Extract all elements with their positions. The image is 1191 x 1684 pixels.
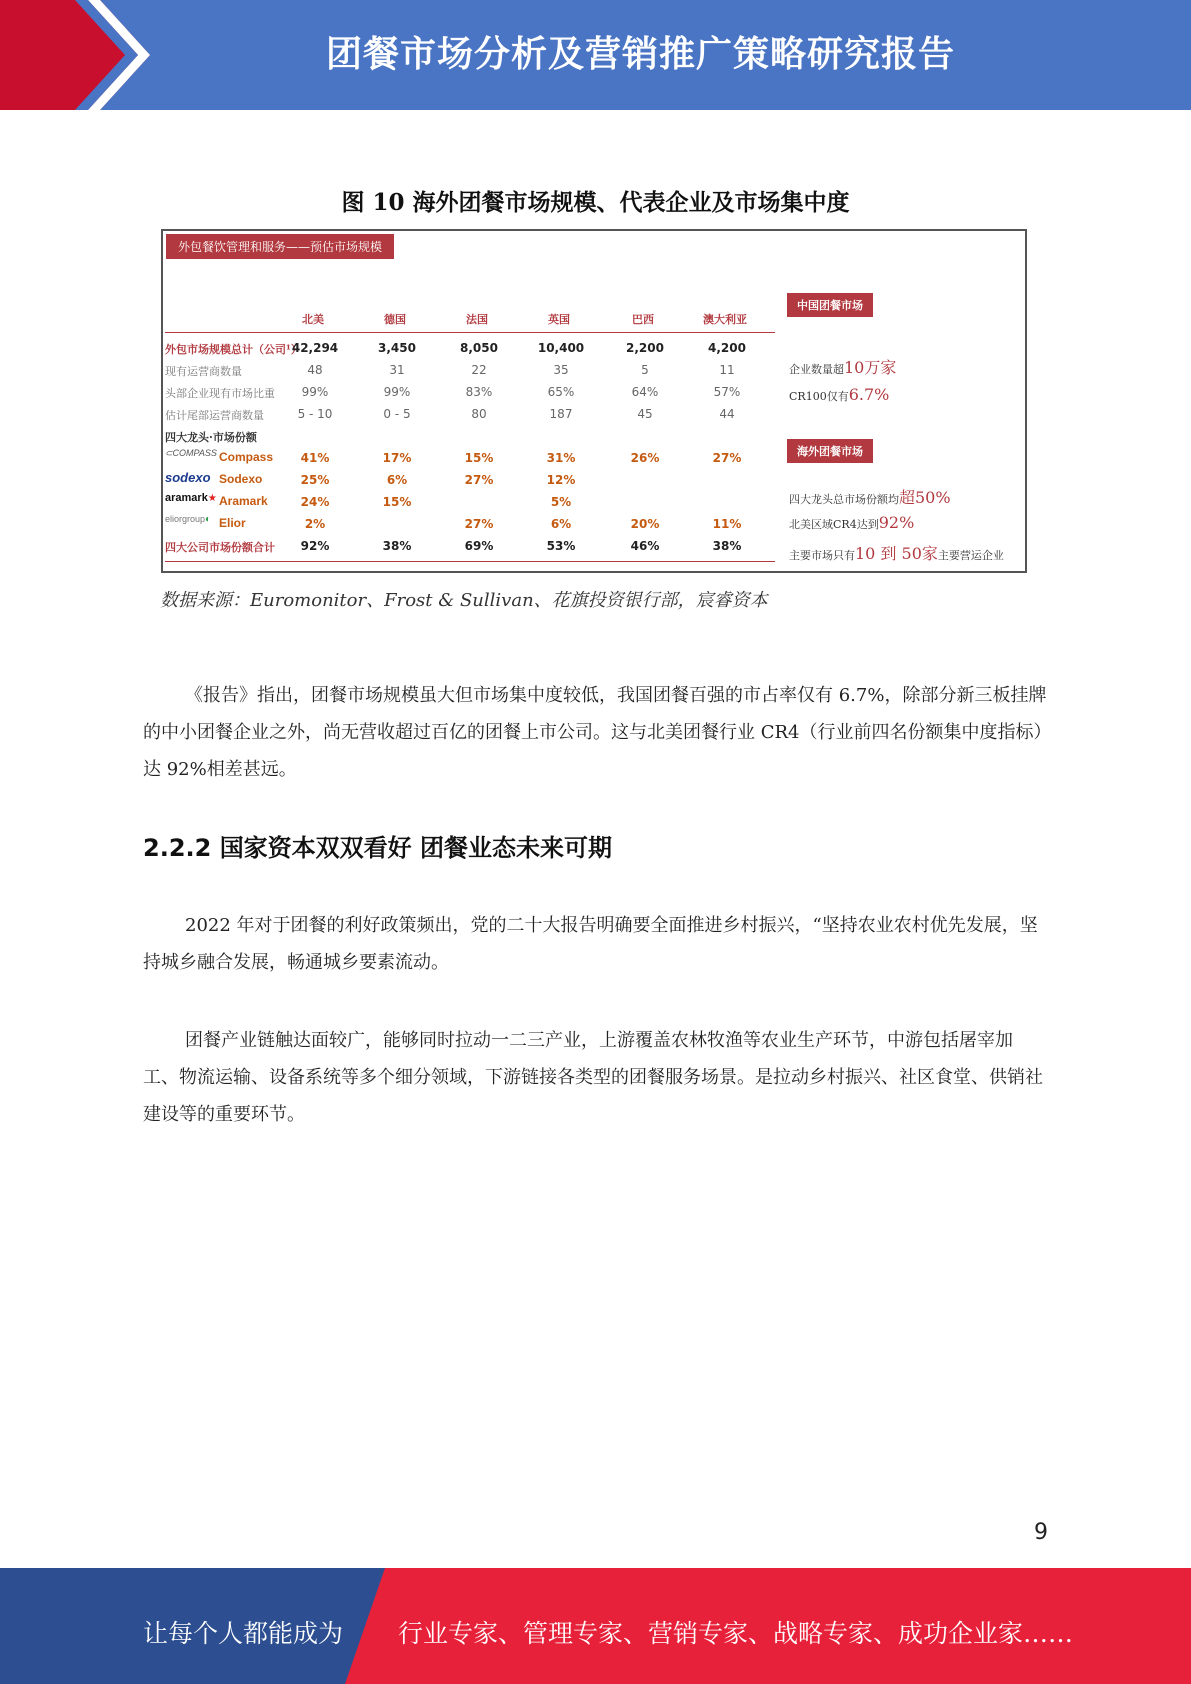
paragraph-3: 团餐产业链触达面较广，能够同时拉动一二三产业，上游覆盖农林牧渔等农业生产环节，中游包括屠宰加工、物流运输、设备系统等多个细分领域，下游链接各类型的团餐服务场景。是拉动乡村振兴、社区食堂、供销社建设等的重要环节。 — [143, 1030, 1043, 1125]
table-rule — [165, 561, 775, 562]
header-title: 团餐市场分析及营销推广策略研究报告 — [325, 34, 955, 75]
table-cell: 2,200 — [626, 341, 664, 355]
table-cell: 26% — [630, 451, 660, 465]
table-cell: 3,450 — [378, 341, 416, 355]
table-cell: 27% — [464, 473, 494, 487]
figure-table — [161, 229, 1027, 573]
footer-slogan-left: 让每个人都能成为 — [143, 1619, 344, 1648]
table-cell: 31% — [546, 451, 576, 465]
column-header: 法国 — [466, 313, 488, 326]
overseas-market-tag: 海外团餐市场 — [787, 439, 873, 463]
table-row — [165, 359, 785, 381]
table-cell: 6% — [386, 473, 408, 487]
brand-logo-compass: ⊂COMPASS — [165, 448, 217, 458]
table-cell: 99% — [301, 385, 329, 399]
table-cell: 24% — [300, 495, 330, 509]
figure-tag: 外包餐饮管理和服务——预估市场规模 — [166, 234, 394, 259]
column-header: 澳大利亚 — [703, 313, 747, 326]
figure-caption: 图 10 海外团餐市场规模、代表企业及市场集中度 — [341, 189, 850, 216]
table-cell: 83% — [465, 385, 493, 399]
paragraph-2: 2022 年对于团餐的利好政策频出，党的二十大报告明确要全面推进乡村振兴，“坚持农业农村优先发展，坚持城乡融合发展，畅通城乡要素流动。 — [143, 915, 1038, 973]
table-cell: 99% — [383, 385, 411, 399]
table-cell: 187 — [549, 407, 573, 421]
table-cell: 44 — [719, 407, 735, 421]
overseas-note-operators: 主要市场只有10 到 50家主要营运企业 — [789, 544, 1004, 563]
table-rule — [165, 332, 775, 333]
table-cell: 5% — [550, 495, 572, 509]
china-note-cr100: CR100仅有6.7% — [789, 385, 890, 404]
table-row — [165, 381, 785, 403]
figure-source: 数据来源：Euromonitor、Frost & Sullivan、花旗投资银行部，宸睿资本 — [160, 590, 768, 611]
brand-row — [165, 513, 785, 535]
table-cell: 46% — [630, 539, 660, 553]
table-cell: 48 — [307, 363, 323, 377]
table-cell: 42,294 — [291, 341, 339, 355]
table-cell: 10,400 — [537, 341, 585, 355]
row-label: Compass — [219, 450, 274, 464]
table-cell: 38% — [382, 539, 412, 553]
footer-slogan-right: 行业专家、管理专家、营销专家、战略专家、成功企业家…… — [398, 1619, 1074, 1648]
table-cell: 15% — [464, 451, 494, 465]
row-label: Aramark — [219, 494, 268, 508]
table-cell: 27% — [464, 517, 494, 531]
table-cell: 45 — [637, 407, 653, 421]
row-label: Elior — [219, 516, 246, 530]
table-cell: 5 - 10 — [297, 407, 333, 421]
column-header: 巴西 — [632, 313, 654, 326]
table-cell: 20% — [630, 517, 660, 531]
table-cell: 64% — [631, 385, 659, 399]
table-cell: 41% — [300, 451, 330, 465]
table-cell: 27% — [712, 451, 742, 465]
page-number: 9 — [1034, 1520, 1048, 1545]
row-label: 估计尾部运营商数量 — [165, 409, 264, 422]
table-cell: 12% — [546, 473, 576, 487]
section-title: 2.2.2 国家资本双双看好 团餐业态未来可期 — [143, 834, 613, 862]
table-cell: 17% — [382, 451, 412, 465]
paragraph-1: 《报告》指出，团餐市场规模虽大但市场集中度较低，我国团餐百强的市占率仅有 6.7%，除部分新三板挂牌的中小团餐企业之外，尚无营收超过百亿的团餐上市公司。这与北美团餐行业 CR4（行业前四名份额集中度指标）达 92%相差甚远。 — [143, 685, 1047, 780]
table-cell: 25% — [300, 473, 330, 487]
page-footer — [0, 1568, 1191, 1684]
table-cell: 35 — [553, 363, 569, 377]
table-cell: 57% — [713, 385, 741, 399]
brand-row — [165, 447, 785, 469]
column-header: 德国 — [384, 313, 406, 326]
table-cell: 15% — [382, 495, 412, 509]
column-header: 北美 — [302, 313, 324, 326]
table-cell: 38% — [712, 539, 742, 553]
table-row — [165, 425, 785, 447]
table-cell: 2% — [304, 517, 326, 531]
row-label: 头部企业现有市场比重 — [165, 387, 275, 400]
table-cell: 0 - 5 — [383, 407, 411, 421]
table-cell: 31 — [389, 363, 405, 377]
row-label: Sodexo — [219, 472, 263, 486]
table-cell: 8,050 — [460, 341, 498, 355]
table-cell: 4,200 — [708, 341, 746, 355]
page-header — [0, 0, 1191, 110]
table-cell: 69% — [464, 539, 494, 553]
table-cell: 65% — [547, 385, 575, 399]
table-row — [165, 337, 785, 359]
table-cell: 92% — [300, 539, 330, 553]
table-cell: 11 — [719, 363, 735, 377]
row-label: 现有运营商数量 — [165, 365, 242, 378]
row-label: 外包市场规模总计（公司¹） — [165, 343, 302, 356]
row-label: 四大龙头·市场份额 — [165, 431, 257, 444]
column-header: 英国 — [548, 313, 570, 326]
total-row — [165, 535, 785, 557]
china-note-companies: 企业数量超10万家 — [789, 358, 897, 377]
table-cell: 6% — [550, 517, 572, 531]
brand-logo-sodexo: sodexo — [165, 470, 211, 485]
brand-logo-aramark: aramark★ — [165, 492, 217, 504]
overseas-note-share: 四大龙头总市场份额均超50% — [789, 488, 951, 507]
china-market-tag: 中国团餐市场 — [787, 293, 873, 317]
table-row — [165, 403, 785, 425]
brand-logo-elior: eliorgroup◐ — [165, 514, 212, 525]
brand-row — [165, 469, 785, 491]
table-cell: 22 — [471, 363, 487, 377]
table-cell: 53% — [546, 539, 576, 553]
table-cell: 11% — [712, 517, 742, 531]
row-label: 四大公司市场份额合计 — [165, 541, 275, 554]
overseas-note-cr4: 北美区域CR4达到92% — [789, 513, 915, 532]
brand-row — [165, 491, 785, 513]
table-cell: 80 — [471, 407, 487, 421]
table-cell: 5 — [641, 363, 649, 377]
